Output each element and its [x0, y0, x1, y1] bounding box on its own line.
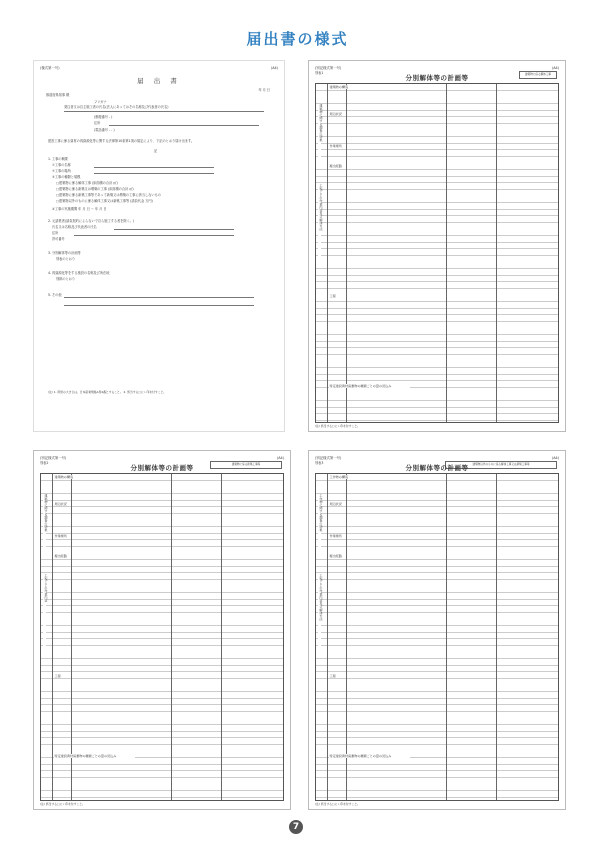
- row-schedule: 工程: [54, 674, 61, 678]
- row-structure: 工作物の構造: [329, 475, 349, 479]
- plan-table: [40, 473, 284, 801]
- item-4: 4. 再資源化等をする施設の名称及び所在地: [48, 271, 110, 275]
- row-structure: 建築物の構造: [54, 475, 74, 479]
- form-heading: 届 出 書: [137, 77, 181, 85]
- page-title: 届出書の様式: [246, 30, 349, 48]
- applicant-label: 発注者又は自主施工者の氏名(法人にあってはその名称及び代表者の氏名): [64, 105, 169, 109]
- address-label: 住所: [94, 121, 101, 125]
- item-1-a: ①工事の名称: [52, 163, 71, 167]
- row-surroundings: 周辺状況: [329, 112, 342, 116]
- row-work-site: 作業場所: [54, 534, 67, 538]
- row-material-estimate: 特定建設資材廃棄物の種類ごとの量の見込み: [329, 754, 410, 758]
- ki-mark: 記: [154, 149, 158, 153]
- footer-note: (注) 該当する□にレ印を付すこと。: [315, 802, 360, 807]
- row-work-site: 作業場所: [329, 144, 342, 148]
- row-survey-results: 建築物に関する調査の結果: [318, 104, 321, 164]
- item-5: 5. その他: [48, 293, 62, 297]
- item-2-b: 住所: [52, 231, 59, 235]
- row-process: 工程ごとの作業内容及び解体方法: [318, 184, 321, 264]
- notification-form-sheet: [33, 60, 285, 432]
- row-survey-results: 工作物に関する調査の結果: [318, 494, 321, 554]
- row-transport-route: 搬出経路: [329, 164, 342, 168]
- plan-form-sheet: [33, 450, 291, 810]
- row-schedule: 工程: [329, 674, 336, 678]
- item-1-d: □建築物に係る解体工事 (床面積の合計 ㎡): [56, 181, 118, 185]
- row-survey-results: 建築物に関する調査の結果: [43, 494, 46, 554]
- category-stamp: 建築物に係る解体工事: [519, 71, 557, 79]
- footer-note: (注) 該当する□にレ印を付すこと。: [40, 802, 85, 807]
- row-transport-route: 搬出経路: [329, 554, 342, 558]
- date-line: 年 月 日: [258, 88, 270, 92]
- plan-form-sheet: [308, 60, 566, 432]
- plan-table: [315, 83, 559, 423]
- notes: (注) 1. 用紙の大きさは、日本産業規格A列4番とすること。 2. 該当する□にレ印を付すこと。: [48, 390, 167, 394]
- postal-label: (郵便番号 - ): [94, 115, 113, 119]
- plan-heading: 分別解体等の計画等: [405, 464, 469, 472]
- item-3: 3. 分別解体等の計画等: [48, 251, 81, 255]
- row-surroundings: 周辺状況: [54, 502, 67, 506]
- item-1-b: ②工事の場所: [52, 169, 71, 173]
- sheet-number: 別表2: [40, 461, 49, 465]
- form-number: (様式第一号): [40, 66, 60, 70]
- item-3-a: 別表のとおり: [56, 257, 76, 261]
- row-work-site: 作業場所: [329, 534, 342, 538]
- paper-size-tag: (A4): [276, 456, 284, 460]
- phone-label: (電話番号 - - ): [94, 128, 115, 132]
- row-surroundings: 周辺状況: [329, 502, 342, 506]
- row-material-estimate: 特定建設資材廃棄物の種類ごとの量の見込み: [54, 754, 135, 758]
- category-stamp: 建築物に係る新築工事等: [210, 461, 282, 469]
- row-schedule: 工程: [329, 294, 336, 298]
- item-1-f: □建築物に係る新築工事等であって新築又は増築の工事に該当しないもの: [56, 193, 161, 197]
- category-stamp: 建築物以外のものに係る解体工事又は新築工事等: [445, 461, 557, 469]
- paper-size-tag: (A4): [270, 66, 278, 70]
- footer-note: (注) 該当する□にレ印を付すこと。: [315, 424, 360, 429]
- recipient: 都道府県知事 殿: [46, 93, 70, 97]
- paper-size-tag: (A4): [551, 456, 559, 460]
- form-number: (別記様式第一号): [40, 456, 67, 460]
- row-structure: 建築物の構造: [329, 85, 349, 89]
- item-2-c: 許可番号: [52, 237, 65, 241]
- row-transport-route: 搬出経路: [54, 554, 67, 558]
- item-1-c: ③工事の種類と規模: [52, 175, 81, 179]
- item-1-e: □建築物に係る新築又は増築の工事 (床面積の合計 ㎡): [56, 187, 134, 191]
- form-number: (別記様式第一号): [315, 456, 342, 460]
- item-1-h: ④工事の実施期間 年 月 日 ～ 年 月 日: [52, 207, 107, 211]
- row-process: 工程ごとの作業内容: [43, 574, 46, 654]
- item-2-a: 氏名又は名称及び代表者の氏名: [52, 225, 97, 229]
- plan-form-sheet: [308, 450, 566, 810]
- sheet-number: 別表1: [315, 71, 324, 75]
- item-1: 1. 工事の概要: [48, 157, 68, 161]
- item-1-g: □建築物以外のものに係る解体工事又は新築工事等 (請負代金 万円): [56, 199, 153, 203]
- row-process: 工程ごとの作業内容及び解体方法: [318, 574, 321, 654]
- sheet-number: 別表3: [315, 461, 324, 465]
- statement: 建設工事に係る資材の再資源化等に関する法律第10条第1項の規定により、下記のとおり届け出ます。: [48, 139, 195, 143]
- form-number: (別記様式第一号): [315, 66, 342, 70]
- page-number-badge: 7: [289, 820, 303, 834]
- paper-size-tag: (A4): [551, 66, 559, 70]
- row-material-estimate: 特定建設資材廃棄物の種類ごとの量の見込み: [329, 384, 410, 388]
- item-4-a: 別紙のとおり: [56, 277, 76, 281]
- plan-heading: 分別解体等の計画等: [130, 464, 194, 472]
- plan-table: [315, 473, 559, 801]
- item-2: 2. 元請業者(請負契約によらないで自ら施工する者を除く。): [48, 219, 135, 223]
- furigana-label: フリガナ: [94, 100, 107, 104]
- plan-heading: 分別解体等の計画等: [405, 74, 469, 82]
